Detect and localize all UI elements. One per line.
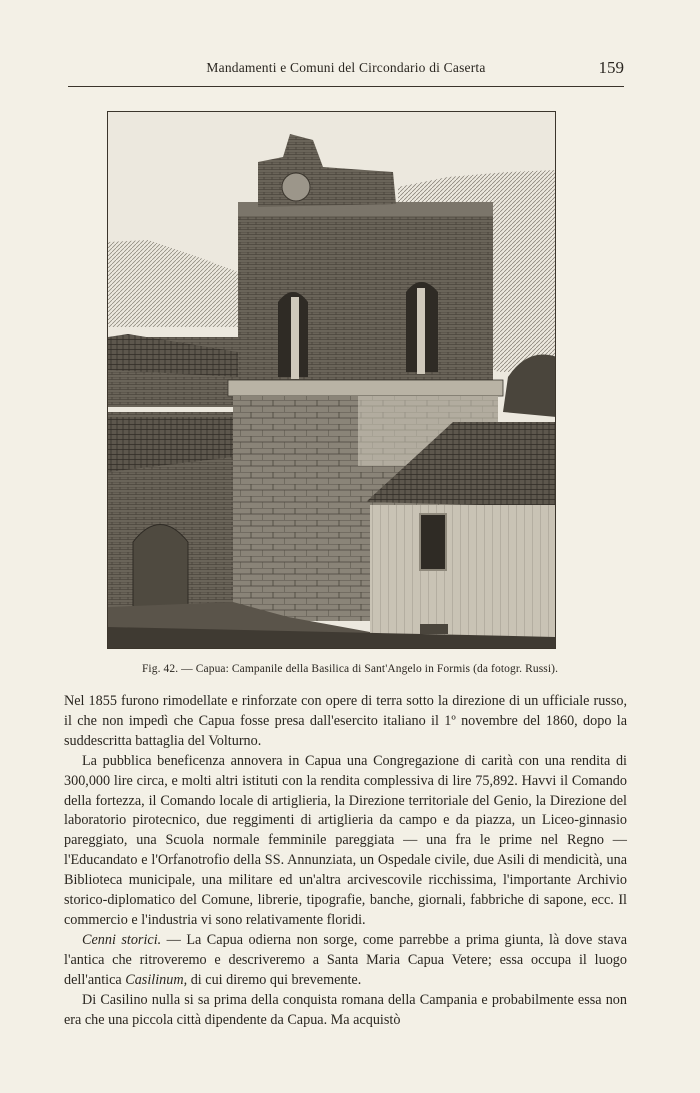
paragraph: La pubblica beneficenza annovera in Capua una Congregazione di carità con una rendita di 300,000 lire circa, e molti altri istituti con la rendita complessiva di lire 75,892. Havvi il Comando della fortezza, il Comando locale di artiglieria, la Direzione territoriale del Genio, la Direzione del laboratorio pirotecnico, due reggimenti di artiglieria da campo e da piazza, un Liceo-ginnasio pareggiato, una Scuola normale femminile pareggiata — una fra le prime nel Regno — l'Educandato e l'Orfanotrofio della SS. Annunziata, un Ospedale civile, due Asili di mendicità, una Biblioteca municipale, una militare ed un'altra arcivescovile ricchissima, l'importante Archivio storico-diplomatico del Comune, librerie, tipografie, banche, giornali, fabbriche di sapone, ecc. Il commercio e l'industria vi sono relativamente floridi. xyxy=(64,752,627,928)
paragraph: Nel 1855 furono rimodellate e rinforzate con opere di terra sotto la direzione di un ufficiale russo, il che non impedì che Capua fosse presa dall'esercito italiano il 1º novembre del 1860, dopo la suddescritta battaglia del Volturno. xyxy=(64,693,627,749)
body-text xyxy=(64,692,627,1030)
place-name-italic: Casilinum, xyxy=(125,971,188,988)
figure-engraving xyxy=(107,111,556,649)
page-header xyxy=(68,58,624,82)
paragraph xyxy=(64,931,627,991)
figure-caption: Fig. 42. — Capua: Campanile della Basilica di Sant'Angelo in Formis (da fotogr. Russi). xyxy=(141,663,559,675)
paragraph-text: — La Capua odierna non sorge, come parrebbe a prima giunta, là dove stava l'antica che ritroveremo e descriveremo a Santa Maria Capua Vetere; essa occupa il luogo dell'antica xyxy=(64,931,627,988)
running-title: Mandamenti e Comuni del Circondario di Caserta xyxy=(206,60,486,75)
paragraph: Di Casilino nulla si sa prima della conquista romana della Campania e probabilmente essa non era che una piccola città dipendente da Capua. Ma acquistò xyxy=(64,991,627,1028)
paragraph-text: di cui diremo qui brevemente. xyxy=(187,971,362,988)
section-heading-inline: Cenni storici. xyxy=(82,931,162,948)
header-rule xyxy=(68,86,624,87)
page-number: 159 xyxy=(598,58,624,77)
